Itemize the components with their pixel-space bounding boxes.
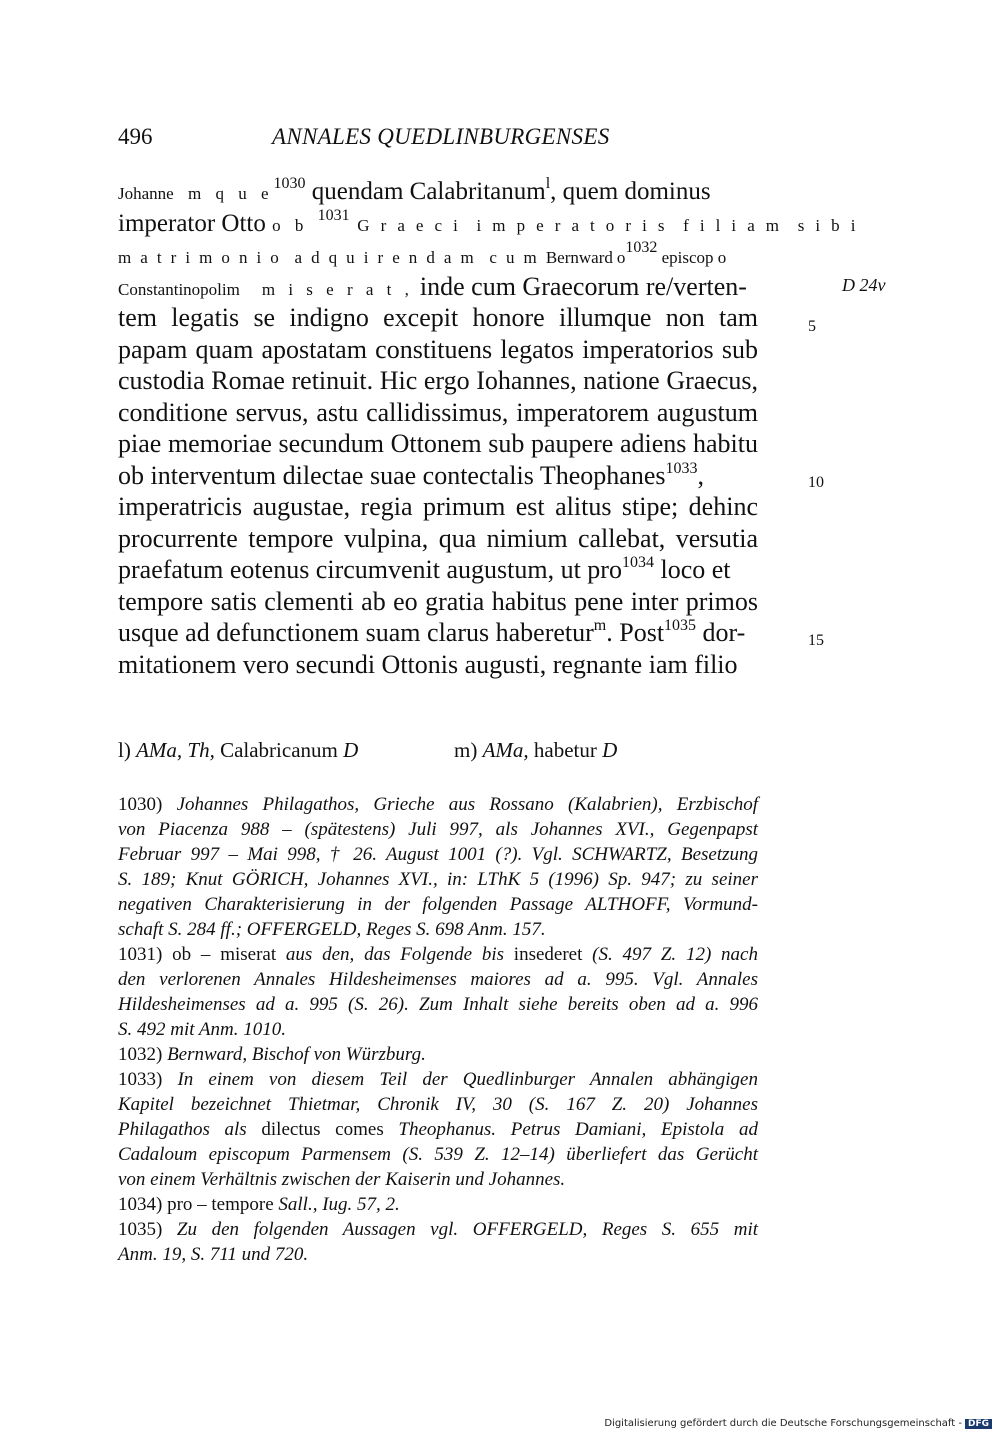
footnote-line: von Piacenza 988 – (spätestens) Juli 997, als Johannes XVI., Gegenpapst bbox=[118, 819, 758, 840]
footnote-line: Kapitel bezeichnet Thietmar, Chronik IV, 30 (S. 167 Z. 20) Johannes bbox=[118, 1094, 758, 1115]
footnote-ref-1033: 1033 bbox=[665, 459, 698, 477]
page-number: 496 bbox=[118, 124, 153, 149]
text-line-5: tem legatis se indigno excepit honore illumque non tam bbox=[118, 303, 758, 332]
footnote-1034: 1034) pro – tempore Sall., Iug. 57, 2. bbox=[118, 1194, 400, 1215]
footnote-line: Anm. 19, S. 711 und 720. bbox=[118, 1244, 309, 1265]
text-line-11: imperatricis augustae, regia primum est alitus stipe; dehinc bbox=[118, 492, 758, 521]
digitization-credit: Digitalisierung gefördert durch die Deutsche Forschungsgemeinschaft - DFG bbox=[604, 1418, 992, 1429]
footnote-line: negativen Charakterisierung in der folgenden Passage ALTHOFF, Vormund- bbox=[118, 894, 758, 915]
footnote-line: schaft S. 284 ff.; OFFERGELD, Reges S. 698 Anm. 157. bbox=[118, 919, 546, 940]
footnote-line: von einem Verhältnis zwischen der Kaiserin und Johannes. bbox=[118, 1169, 566, 1190]
apparatus-ref-l: l bbox=[545, 175, 551, 192]
running-title: ANNALES QUEDLINBURGENSES bbox=[272, 124, 610, 149]
text-line-8: conditione servus, astu callidissimus, imperatorem augustum bbox=[118, 397, 758, 427]
footnote-ref-1032: 1032 bbox=[625, 239, 658, 256]
text-line-13: praefatum eotenus circumvenit augustum, ut pro$^{1034}$ loco et bbox=[118, 554, 731, 584]
text-line-16: mitationem vero secundi Ottonis augusti, regnante iam filio bbox=[118, 649, 738, 679]
footnote-line: Philagathos als dilectus comes Theophanus. Petrus Damiani, Epistola ad bbox=[118, 1119, 758, 1140]
text-line-10: ob interventum dilectae suae contectalis Theophanes$^{1033}$, bbox=[118, 459, 704, 490]
dfg-logo: DFG bbox=[965, 1419, 992, 1429]
text-line-9: piae memoriae secundum Ottonem sub paupere adiens habitu bbox=[118, 429, 758, 458]
margin-folio-ref: D 24v bbox=[842, 275, 886, 295]
line-number-15: 15 bbox=[808, 632, 824, 649]
footnote-line: den verlorenen Annales Hildesheimenses maiores ad a. 995. Vgl. Annales bbox=[118, 969, 758, 990]
footnote-1033: 1033) In einem von diesem Teil der Quedlinburger Annalen abhängigen bbox=[118, 1069, 758, 1090]
footnote-1030: 1030) Johannes Philagathos, Grieche aus Rossano (Kalabrien), Erzbischof bbox=[118, 794, 758, 815]
footnote-line: Cadaloum episcopum Parmensem (S. 539 Z. 12–14) überliefert das Gerücht bbox=[118, 1144, 758, 1165]
footnote-line: S. 492 mit Anm. 1010. bbox=[118, 1019, 287, 1040]
footnote-1031: 1031) ob – miserat aus den, das Folgende bis insederet (S. 497 Z. 12) nach bbox=[118, 944, 758, 965]
text-line-2: imperator Otto o b $^{1031}$ G r a e c i i m p e r a t o r i s f i l i a m s i b i bbox=[118, 206, 859, 237]
critical-apparatus bbox=[118, 738, 617, 763]
text-line-6: papam quam apostatam constituens legatos imperatorios sub bbox=[118, 334, 758, 364]
text-line-4: Constantinopolim m i s e r a t , inde cum Graecorum re/verten- bbox=[118, 271, 747, 301]
text-line-3: m a t r i m o n i o a d q u i r e n d a m c u m Bernward $o^{1032}$ episcop o bbox=[118, 239, 727, 267]
line-number-5: 5 bbox=[808, 318, 816, 335]
footnote-ref-1035: 1035 bbox=[664, 617, 697, 634]
text-line-7: custodia Romae retinuit. Hic ergo Iohannes, natione Graecus, bbox=[118, 366, 758, 395]
text-line-14: tempore satis clementi ab eo gratia habitus pene inter primos bbox=[118, 586, 758, 616]
footnote-line: S. 189; Knut GÖRICH, Johannes XVI., in: LThK 5 (1996) Sp. 947; zu seiner bbox=[118, 869, 758, 890]
footnote-ref-1034: 1034 bbox=[621, 554, 654, 571]
footnote-1032: 1032) Bernward, Bischof von Würzburg. bbox=[118, 1044, 426, 1065]
footnote-line: Hildesheimenses ad a. 995 (S. 26). Zum Inhalt siehe bereits oben ad a. 996 bbox=[118, 994, 758, 1015]
footnote-ref-1030: 1030 bbox=[273, 175, 306, 192]
text-line-1: Johanne m q u $e^{1030}$ quendam Calabritanum$^l$, quem dominus bbox=[118, 175, 711, 205]
apparatus-note-m: m) AMa, habetur D bbox=[454, 738, 618, 762]
apparatus-ref-m: m bbox=[593, 617, 607, 634]
footnotes bbox=[118, 792, 758, 1267]
footnote-1035: 1035) Zu den folgenden Aussagen vgl. OFFERGELD, Reges S. 655 mit bbox=[118, 1219, 758, 1240]
line-number-10: 10 bbox=[808, 474, 824, 491]
footnote-ref-1031: 1031 bbox=[317, 206, 350, 224]
footnote-line: Februar 997 – Mai 998, † 26. August 1001 (?). Vgl. SCHWARTZ, Besetzung bbox=[118, 844, 758, 865]
text-line-15: usque ad defunctionem suam clarus haberetur$^m$. Post$^{1035}$ dor- bbox=[118, 617, 746, 647]
text-line-12: procurrente tempore vulpina, qua nimium callebat, versutia bbox=[118, 523, 758, 553]
apparatus-note-l: l) AMa, Th, Calabricanum D bbox=[118, 738, 359, 762]
